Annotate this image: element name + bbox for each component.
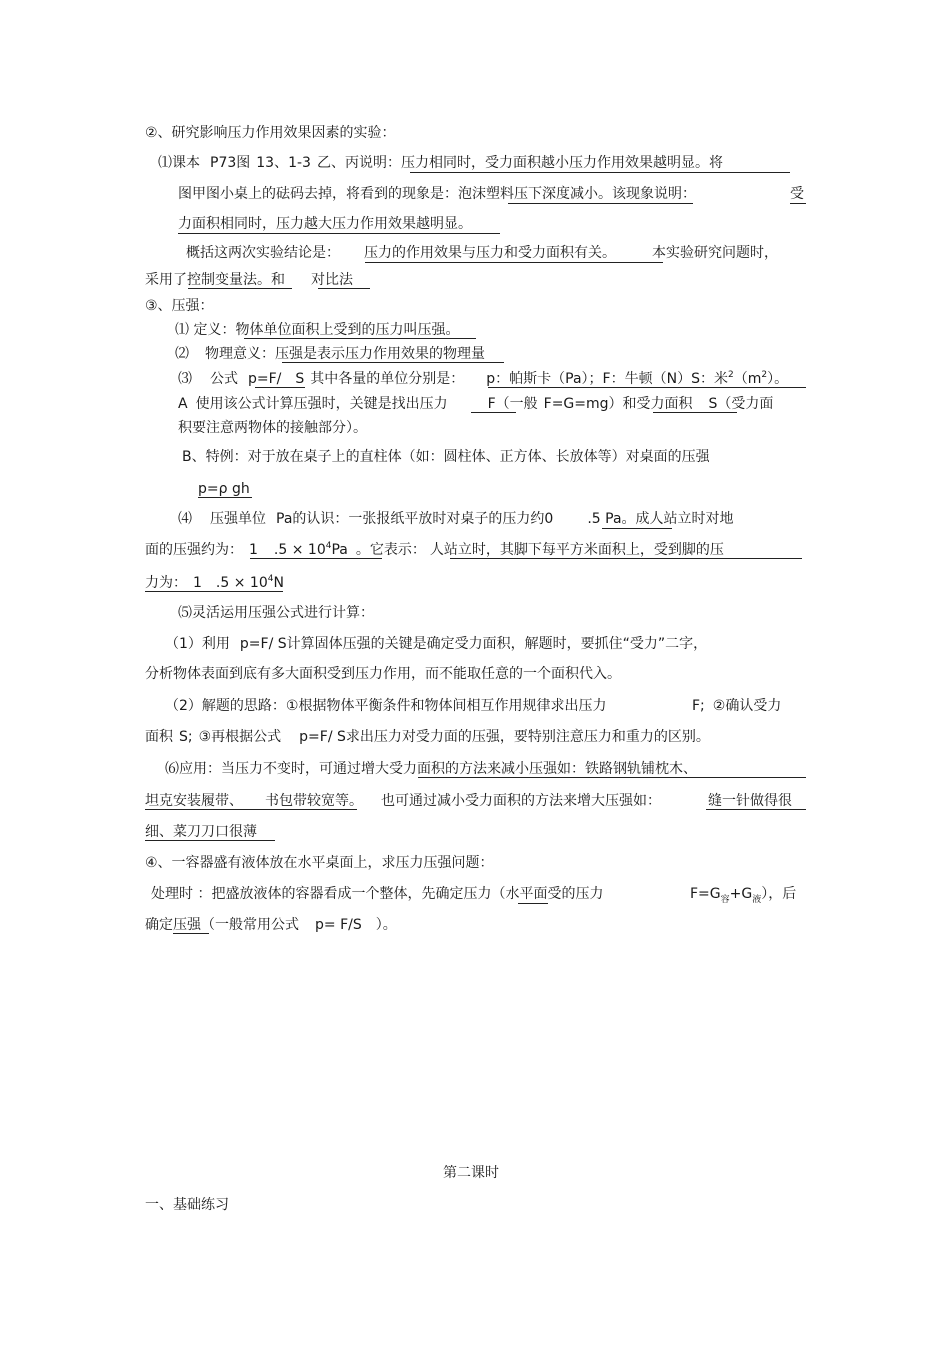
answer-underline: [365, 262, 663, 263]
answer-text: （m: [733, 371, 762, 387]
s3-usage: [178, 394, 773, 414]
section-3-heading: ③、压强：: [145, 298, 214, 314]
text: 确定: [145, 917, 173, 933]
answer-text: .5 × 10: [215, 575, 268, 591]
answer-text: 泡沫塑料压下深度减小。该现象说明：: [458, 186, 696, 202]
text: ②确认受力: [712, 698, 782, 714]
s2-line2-end: 受: [790, 186, 804, 202]
s3-unit-line2: [145, 540, 724, 560]
text: 。它表示：: [355, 542, 426, 558]
answer-underline: [418, 777, 806, 778]
text: 使用该公式计算压强时，关键是找出压力: [195, 396, 448, 412]
text: 计算固体压强的关键是确定受力面积，解题时，要抓住“受力”二字，: [286, 636, 708, 652]
text: ），后: [761, 886, 797, 902]
text: 本实验研究问题时，: [652, 245, 778, 261]
s3-definition: [175, 320, 459, 340]
text: ③再根据公式: [198, 729, 282, 745]
answer-text: Pa: [331, 542, 348, 558]
text: ⑶: [178, 371, 192, 387]
s3-calc-heading: ⑸灵活运用压强公式进行计算：: [178, 605, 374, 621]
text: 采用了: [145, 272, 187, 288]
answer-underline: [318, 288, 370, 289]
s3-formula: [178, 369, 788, 389]
answer-underline: [173, 933, 209, 934]
answer-text: p：帕斯卡（Pa）；F：牛顿（N）S：米: [486, 371, 728, 387]
text: 。成人站立时对地: [621, 511, 734, 527]
section-2-heading: ②、研究影响压力作用效果因素的实验：: [145, 125, 396, 141]
s2-line5: [145, 270, 353, 290]
s3-calc-1-cont: 分析物体表面到底有多大面积受到压力作用，而不能取任意的一个面积代入。: [145, 666, 621, 682]
answer-text: 物体单位面积上受到的压力叫压强。: [235, 322, 460, 338]
answer-underline: [145, 809, 357, 810]
answer-text: 压强: [173, 917, 201, 933]
answer-underline: [244, 338, 476, 339]
formula-text: p=F/ S: [239, 636, 287, 652]
text: ⑹应用：当压力不变时，可通过增大: [165, 761, 389, 777]
text: 图甲图小桌上的砝码去掉，将看到的现象是：: [178, 186, 458, 202]
text: 的认识：一张报纸平放时对桌子的压力约: [292, 511, 545, 527]
answer-text: 1: [249, 542, 258, 558]
answer-underline: [450, 558, 802, 559]
s3-calc-1: [165, 634, 707, 654]
formula-text: F=G: [690, 886, 721, 902]
text: 图: [236, 155, 251, 171]
s3-calc-2-end: [692, 696, 781, 716]
s3-special-case: B、特例：对于放在桌子上的直柱体（如：圆柱体、正方体、长放体等）对桌面的压强: [182, 449, 710, 465]
answer-text: 受力面积的方法来减小压强如：铁路钢轨铺枕木、: [389, 761, 697, 777]
s3-meaning: [175, 344, 485, 364]
s3-application-2-end: 缝一针做得很: [708, 793, 792, 809]
text: ⑴课本: [158, 155, 200, 171]
formula-text: +G: [729, 886, 753, 902]
text: 乙、丙说明：: [316, 155, 401, 171]
text: （一般: [495, 396, 538, 412]
answer-underline: [410, 172, 790, 173]
answer-underline: [255, 387, 305, 388]
answer-text: F: [487, 396, 496, 412]
formula-text: p=F/ S: [299, 729, 346, 745]
text: 压强单位: [210, 511, 266, 527]
s3-calc-2-cont: [145, 727, 710, 747]
text: ⑴ 定义：: [175, 322, 236, 338]
answer-text: N: [273, 575, 284, 591]
text: （2）解题的思路：①根据物体平衡条件和物体间相互作用规律求出压力: [165, 698, 607, 714]
subscript: 液: [752, 894, 762, 905]
answer-underline: [145, 591, 283, 592]
answer-underline: [706, 809, 806, 810]
text: 面的压强约为：: [145, 542, 243, 558]
text: ）和: [608, 396, 637, 412]
s3-special-formula: p=ρ gh: [198, 481, 250, 497]
answer-underline: [508, 203, 693, 204]
text: 13、1-3: [256, 155, 311, 171]
answer-text: 1: [193, 575, 202, 591]
text: 其中各量的单位分别是：: [310, 371, 465, 387]
answer-text: 0: [544, 511, 554, 527]
answer-underline: [145, 840, 275, 841]
text: P73: [210, 155, 237, 171]
superscript: 2: [727, 370, 734, 380]
answer-underline: [250, 558, 382, 559]
answer-underline: [188, 288, 292, 289]
text: F;: [692, 698, 705, 714]
answer-text: .5 Pa: [587, 511, 622, 527]
superscript: 4: [325, 541, 332, 551]
text: ）。: [375, 917, 397, 933]
answer-underline: [488, 387, 806, 388]
answer-underline: [653, 412, 737, 413]
s2-line3: 力面积相同时，压力越大压力作用效果越明显。: [178, 216, 472, 232]
answer-text: 受力面积: [636, 396, 693, 412]
text: A: [178, 396, 188, 412]
section-4-heading: ④、一容器盛有液体放在水平桌面上，求压力压强问题：: [145, 855, 494, 871]
answer-text: .5 × 10: [273, 542, 326, 558]
formula-text: p=F/: [248, 371, 282, 387]
text: 处理时 ：把盛放液体的容器看成一个整体，先确定压力: [151, 886, 492, 902]
text: （1）利用: [165, 636, 230, 652]
s3-unit-line3: [145, 573, 284, 593]
answer-text: 对比法: [311, 272, 353, 288]
text: （一般常用公式: [201, 917, 299, 933]
s4-line2: [145, 915, 397, 935]
lesson-2-title: 第二课时: [443, 1165, 499, 1181]
s3-unit: [178, 509, 734, 529]
text: 概括这两次实验结论是：: [186, 245, 340, 261]
formula-text: p= F/S: [315, 917, 362, 933]
superscript: 2: [761, 370, 768, 380]
text: 也可通过减小受力面积的方法来增大压强如：: [381, 793, 661, 809]
answer-text: S: [708, 396, 718, 412]
s4-line1: [151, 884, 603, 904]
s2-line2: [178, 184, 696, 204]
formula-text: F=G=mg: [543, 396, 609, 412]
lesson-2-section-heading: 一、基础练习: [145, 1197, 229, 1213]
answer-text: 书包带较宽等。: [265, 793, 363, 809]
answer-text: 控制变量法。和: [187, 272, 285, 288]
answer-underline: [471, 412, 516, 413]
s3-application-2: [145, 791, 661, 811]
text: S;: [179, 729, 193, 745]
text: 物理意义：压强是表示压力作用效果的物理量: [205, 346, 485, 362]
s2-line1: [158, 153, 723, 173]
text: （受力面: [717, 396, 774, 412]
text: 力为：: [145, 575, 187, 591]
s4-line1-end: [690, 884, 796, 904]
answer-underline: [282, 362, 504, 363]
s3-usage-cont: 积要注意两物体的接触部分）。: [178, 420, 367, 436]
subscript: 容: [720, 894, 730, 905]
answer-text: 压力相同时，受力面积越小压力作用效果越明显。将: [400, 155, 723, 171]
answer-text: 坦克安装履带、: [145, 793, 243, 809]
text: 面积: [145, 729, 173, 745]
answer-underline: [518, 903, 548, 904]
answer-underline: [198, 497, 252, 498]
text: 公式: [210, 371, 238, 387]
answer-text: 人站立时，其脚下每平方米面积上，受到脚的压: [429, 542, 724, 558]
answer-underline: [602, 528, 672, 529]
s2-line4: [186, 243, 778, 263]
answer-text: ）。: [767, 371, 789, 387]
superscript: 4: [267, 574, 274, 584]
text: 求出压力对受力面的压强，要特别注意压力和重力的区别。: [345, 729, 710, 745]
text: Pa: [276, 511, 293, 527]
answer-underline: [178, 233, 500, 234]
formula-text: S: [295, 371, 305, 387]
answer-text: 压力的作用效果与压力和受力面积有关。: [364, 245, 616, 261]
s3-application-3: 细、菜刀刀口很薄: [145, 824, 257, 840]
answer-underline: [790, 203, 806, 204]
text: ⑵: [175, 346, 189, 362]
s3-calc-2: [165, 696, 606, 716]
text: ⑷: [178, 511, 192, 527]
s3-application: [165, 759, 697, 779]
text: （水平面受的压力: [491, 886, 604, 902]
